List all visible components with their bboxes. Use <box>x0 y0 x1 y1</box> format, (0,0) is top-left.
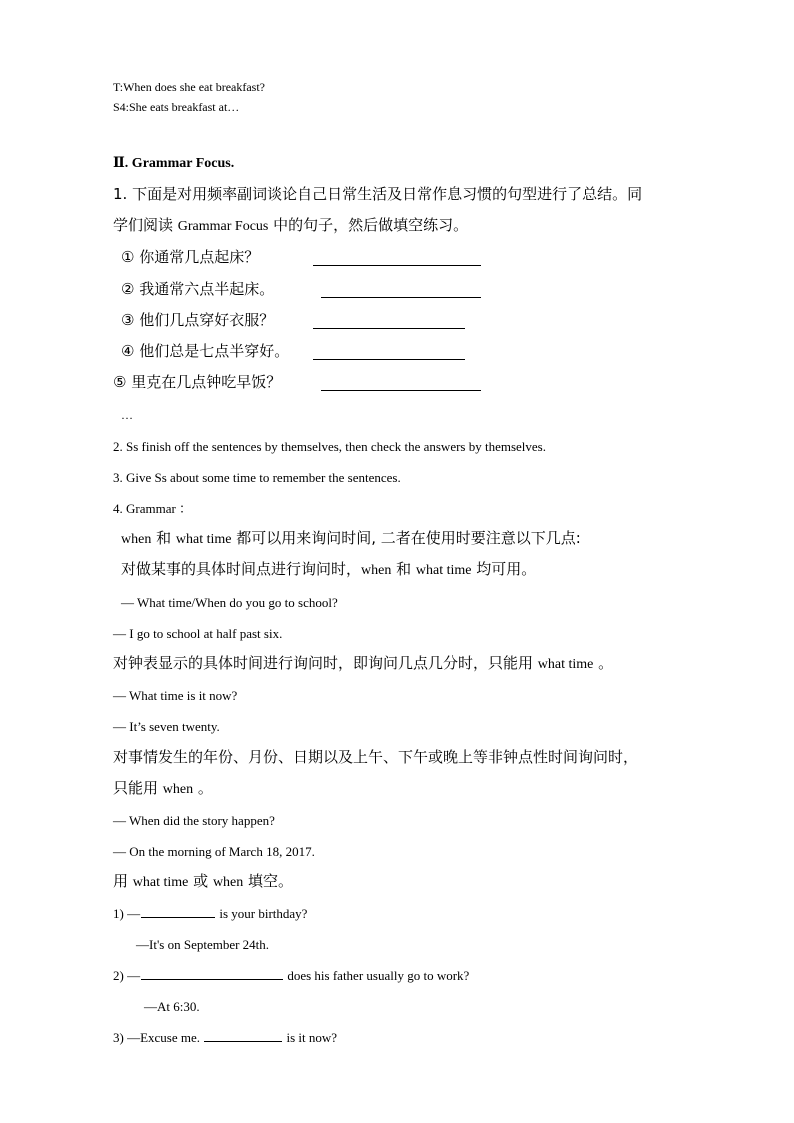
grammar-intro <box>121 531 581 547</box>
fill-question-3 <box>113 1031 337 1044</box>
item4-heading: 4. Grammar ： <box>113 501 193 516</box>
exercise-item-1: ① 你通常几点起床？ <box>121 248 260 266</box>
exercise-blank-5[interactable] <box>321 390 481 391</box>
fill-answer-1: —It's on September 24th. <box>136 937 270 952</box>
fill-q3-blank[interactable] <box>204 1040 282 1042</box>
example3-question: — When did the story happen? <box>113 813 275 828</box>
exercise-blank-1[interactable] <box>313 265 481 266</box>
rule1-part1: 对做某事的具体时间点进行询问时， <box>121 560 362 578</box>
exercise-ellipsis: … <box>121 408 133 422</box>
example3-answer: — On the morning of March 18, 2017. <box>113 844 315 859</box>
fill-instruction <box>113 874 293 890</box>
rule2-end: 。 <box>593 654 614 672</box>
fill-whattime: what time <box>132 875 189 890</box>
grammar-rule-1 <box>121 562 536 578</box>
rule1-whattime: what time <box>415 563 472 578</box>
grammar-intro-rest: 都可以用来询问时间, 二者在使用时要注意以下几点: <box>231 529 581 547</box>
example2-answer: — It’s seven twenty. <box>113 719 220 734</box>
grammar-rule-3-line2 <box>113 781 213 797</box>
fill-q1-blank[interactable] <box>141 916 215 918</box>
item1-line2-part1: 学们阅读 <box>113 216 178 234</box>
item2-text: 2. Ss finish off the sentences by themselves, then check the answers by themselves. <box>113 439 546 454</box>
fill-end: 填空。 <box>243 872 294 890</box>
fill-when: when <box>212 875 244 890</box>
dialogue-teacher-line: T:When does she eat breakfast? <box>113 80 265 94</box>
fill-q2-rest: does his father usually go to work? <box>284 968 470 983</box>
item3-text: 3. Give Ss about some time to remember the sentences. <box>113 470 401 485</box>
grammar-intro-when: when <box>121 532 152 547</box>
exercise-blank-4[interactable] <box>313 359 465 360</box>
example2-question: — What time is it now? <box>113 688 238 703</box>
grammar-intro-whattime: what time <box>175 532 232 547</box>
exercise-item-3: ③ 他们几点穿好衣服？ <box>121 311 275 329</box>
fill-question-1 <box>113 907 307 920</box>
item1-instruction-line2 <box>113 218 468 234</box>
rule1-end: 均可用。 <box>471 560 537 578</box>
item1-instruction-line1: 1. 下面是对用频率副词谈论自己日常生活及日常作息习惯的句型进行了总结。同 <box>113 185 643 203</box>
section-heading: Ⅱ. Grammar Focus. <box>113 156 235 171</box>
grammar-intro-and: 和 <box>151 529 176 547</box>
fill-question-2 <box>113 969 469 982</box>
example1-answer: — I go to school at half past six. <box>113 626 283 641</box>
grammar-rule-2 <box>113 656 613 672</box>
exercise-item-5: ⑤ 里克在几点钟吃早饭？ <box>113 373 282 391</box>
rule3-when: when <box>162 782 194 797</box>
fill-or: 或 <box>188 872 213 890</box>
grammar-rule-3-line1: 对事情发生的年份、月份、日期以及上午、下午或晚上等非钟点性时间询问时， <box>113 748 639 766</box>
fill-q3-rest: is it now? <box>283 1030 338 1045</box>
rule3-part1: 只能用 <box>113 779 163 797</box>
rule1-and: 和 <box>391 560 416 578</box>
item1-line2-en: Grammar Focus <box>177 219 269 234</box>
fill-part1: 用 <box>113 872 133 890</box>
dialogue-student-line: S4:She eats breakfast at… <box>113 100 240 114</box>
rule2-part1: 对钟表显示的具体时间进行询问时，即询问几点几分时，只能用 <box>113 654 538 672</box>
exercise-item-2: ② 我通常六点半起床。 <box>121 280 275 298</box>
rule1-when: when <box>361 563 392 578</box>
exercise-item-4: ④ 他们总是七点半穿好。 <box>121 342 290 360</box>
fill-answer-2: —At 6:30. <box>144 999 200 1014</box>
fill-q1-num: 1) — <box>113 906 141 921</box>
exercise-blank-2[interactable] <box>321 297 481 298</box>
rule3-end: 。 <box>193 779 213 797</box>
fill-q3-num: 3) —Excuse me. <box>113 1030 204 1045</box>
rule2-whattime: what time <box>537 657 594 672</box>
exercise-blank-3[interactable] <box>313 328 465 329</box>
item1-line2-part2: 中的句子，然后做填空练习。 <box>268 216 469 234</box>
example1-question: — What time/When do you go to school? <box>121 595 338 610</box>
fill-q2-blank[interactable] <box>141 978 283 980</box>
fill-q1-rest: is your birthday? <box>216 906 308 921</box>
fill-q2-num: 2) — <box>113 968 141 983</box>
